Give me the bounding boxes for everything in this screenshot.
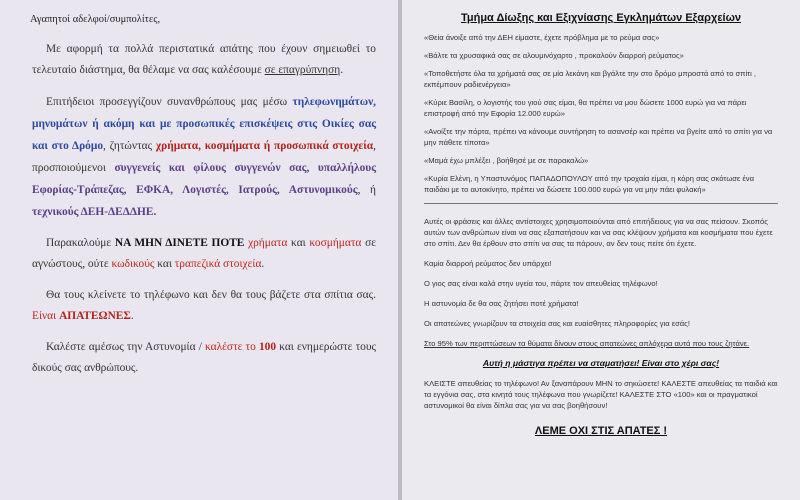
quote-item: «Μαμά έχω μπλέξει , βοήθησέ με σε παρακαλώ» [424, 156, 589, 165]
department-title: Τμήμα Δίωξης και Εξιχνίασης Εγκλημάτων Εξαρχείων [460, 12, 742, 24]
never-give-text: ΝΑ ΜΗΝ ΔΙΝΕΤΕ ΠΟΤΕ [114, 237, 245, 249]
slogan: ΛΕΜΕ ΟΧΙ ΣΤΙΣ ΑΠΑΤΕΣ ! [534, 425, 668, 437]
right-flyer-page [402, 0, 800, 500]
call-to-action: Αυτή η μάστιγα πρέπει να σταματήσει! Είναι στο χέρι σας! [482, 358, 720, 368]
contact-methods-text: τηλεφωνημάτων, μηνυμάτων ή ακόμη και με προσωπικές επισκέψεις στις Οικίες σας και στο Δρόμο [32, 96, 376, 152]
statistic-statement: Στο 95% των περιπτώσεων τα θύματα δίνουν στους απατεώνες απλόχερα αυτά που τους ζητάνε. [424, 339, 750, 348]
technicians-text: τεχνικούς ΔΕΗ-ΔΕΔΔΗΕ. [32, 206, 157, 218]
paragraph-call-police: Καλέστε αμέσως την Αστυνομία / καλέστε το 100 και ενημερώστε τους δικούς σας ανθρώπους. [32, 341, 376, 374]
left-flyer-page [0, 0, 398, 500]
quote-item: «Κυρία Ελένη, η Υπαστυνόμος ΠΑΠΑΔΟΠΟΥΛΟΥ από την τροχαία είμαι, η κόρη σας σκότωσε ένα παιδάκι με το αυτοκίνητο, πρέπει να δώσετε 100.000 ευρώ για να μην πάει φυλακή» [424, 174, 754, 194]
paragraph-hang-up: Θα τους κλείνετε το τηλέφωνο και δεν θα τους βάζετε στα σπίτια σας. Είναι ΑΠΑΤΕΩΝΕΣ. [32, 289, 376, 322]
paragraph-methods: Επιτήδειοι προσεγγίζουν συνανθρώπους μας μέσω τηλεφωνημάτων, μηνυμάτων ή ακόμη και με προσωπικές επισκέψεις στις Οικίες σας και στο Δρόμο, ζητώντας χρήματα, κοσμήματα ή προσωπικά στοιχεία, προσποιούμενοι συγγενείς και φίλους συγγενών σας, υπαλλήλους Εφορίας-Τράπεζας, ΕΦΚΑ, Λογιστές, Ιατρούς, Αστυνομικούς, ή τεχνικούς ΔΕΗ-ΔΕΔΔΗΕ. [32, 96, 376, 218]
quote-item: «Ανοίξτε την πόρτα, πρέπει να κάνουμε συντήρηση το ασανσέρ και πρέπει να βγείτε από το σπίτι για να μην πάθετε τίποτα» [424, 127, 773, 147]
son-statement: Ο γιος σας είναι καλά στην υγεία του, πάρτε τον απευθείας τηλέφωνο! [424, 279, 658, 288]
fraudsters-text: ΑΠΑΤΕΩΝΕΣ [59, 310, 131, 322]
explanation-paragraph: Αυτές οι φράσεις και άλλες αντίστοιχες χρησιμοποιούνται από επιτήδειους για να σας πείσουν. Σκοπός αυτών των ανθρώπων είναι να σας εξαπατήσουν και να σας κλέψουν χρήματα και κοσμήματα που έχετε στο σπίτι. Δεν θα έρθουν στο σπίτι να σας τα πάρουν, αν δεν τους πείτε ότι έχετε. [424, 217, 773, 248]
greeting: Αγαπητοί αδελφοί/συμπολίτες, [30, 14, 161, 25]
police-statement: Η αστυνομία δε θα σας ζητήσει ποτέ χρήματα! [424, 299, 579, 308]
quote-item: «Τοποθετήστε όλα τα χρήματά σας σε μία λεκάνη και βγάλτε την στο δρόμο μπροστά από το σπίτι , εκπέμπουν ραδιενέργεια» [424, 69, 757, 89]
quote-item: «Θεία άνοιξε από την ΔΕΗ είμαστε, έχετε πρόβλημα με το ρεύμα σας» [424, 33, 660, 42]
emergency-number: 100 [258, 341, 277, 353]
paragraph-warning: Παρακαλούμε ΝΑ ΜΗΝ ΔΙΝΕΤΕ ΠΟΤΕ χρήματα και κοσμήματα σε αγνώστους, ούτε κωδικούς και τραπεζικά στοιχεία. [32, 237, 376, 270]
vigilance-link-text: σε επαγρύπνηση [264, 64, 341, 76]
impersonated-roles-text: συγγενείς και φίλους συγγενών σας, υπαλλήλους Εφορίας-Τράπεζας, ΕΦΚΑ, Λογιστές, Ιατρούς, Αστυνομικούς [32, 162, 376, 196]
requested-items-text: χρήματα, κοσμήματα ή προσωπικά στοιχεία [155, 140, 374, 152]
data-statement: Οι απατεώνες γνωρίζουν τα στοιχεία σας και ευαίσθητες πληροφορίες για εσάς! [424, 319, 690, 328]
quote-item: «Βάλτε τα χρυσαφικά σας σε αλουμινόχαρτο , προκαλούν διαρροή ρεύματος» [424, 51, 684, 60]
divider [424, 203, 778, 204]
paragraph-vigilance: Με αφορμή τα πολλά περιστατικά απάτης που έχουν σημειωθεί το τελευταίο διάστημα, θα θέλαμε να σας καλέσουμε σε επαγρύπνηση. [32, 43, 376, 76]
instructions-paragraph: ΚΛΕΙΣΤΕ απευθείας το τηλέφωνο! Αν ξαναπάρουν ΜΗΝ το σηκώσετε! ΚΑΛΕΣΤΕ απευθείας τα παιδιά και τα εγγόνια σας, στα κινητά τους τηλέφωνα που γνωρίζετε! ΚΑΛΕΣΤΕ ΣΤΟ «100» και οι πραγματικοί αστυνομικοί θα είναι δίπλα σας για να σας βοηθήσουν! [424, 379, 778, 410]
no-leak-statement: Καμία διαρροή ρεύματος δεν υπάρχει! [424, 259, 552, 268]
quote-item: «Κύριε Βασίλη, ο λογιστής του γιού σας είμαι, θα πρέπει να μου δώσετε 1000 ευρώ για να πάρει επιστροφή από την Εφορία 12.000 ευρώ» [424, 98, 747, 118]
